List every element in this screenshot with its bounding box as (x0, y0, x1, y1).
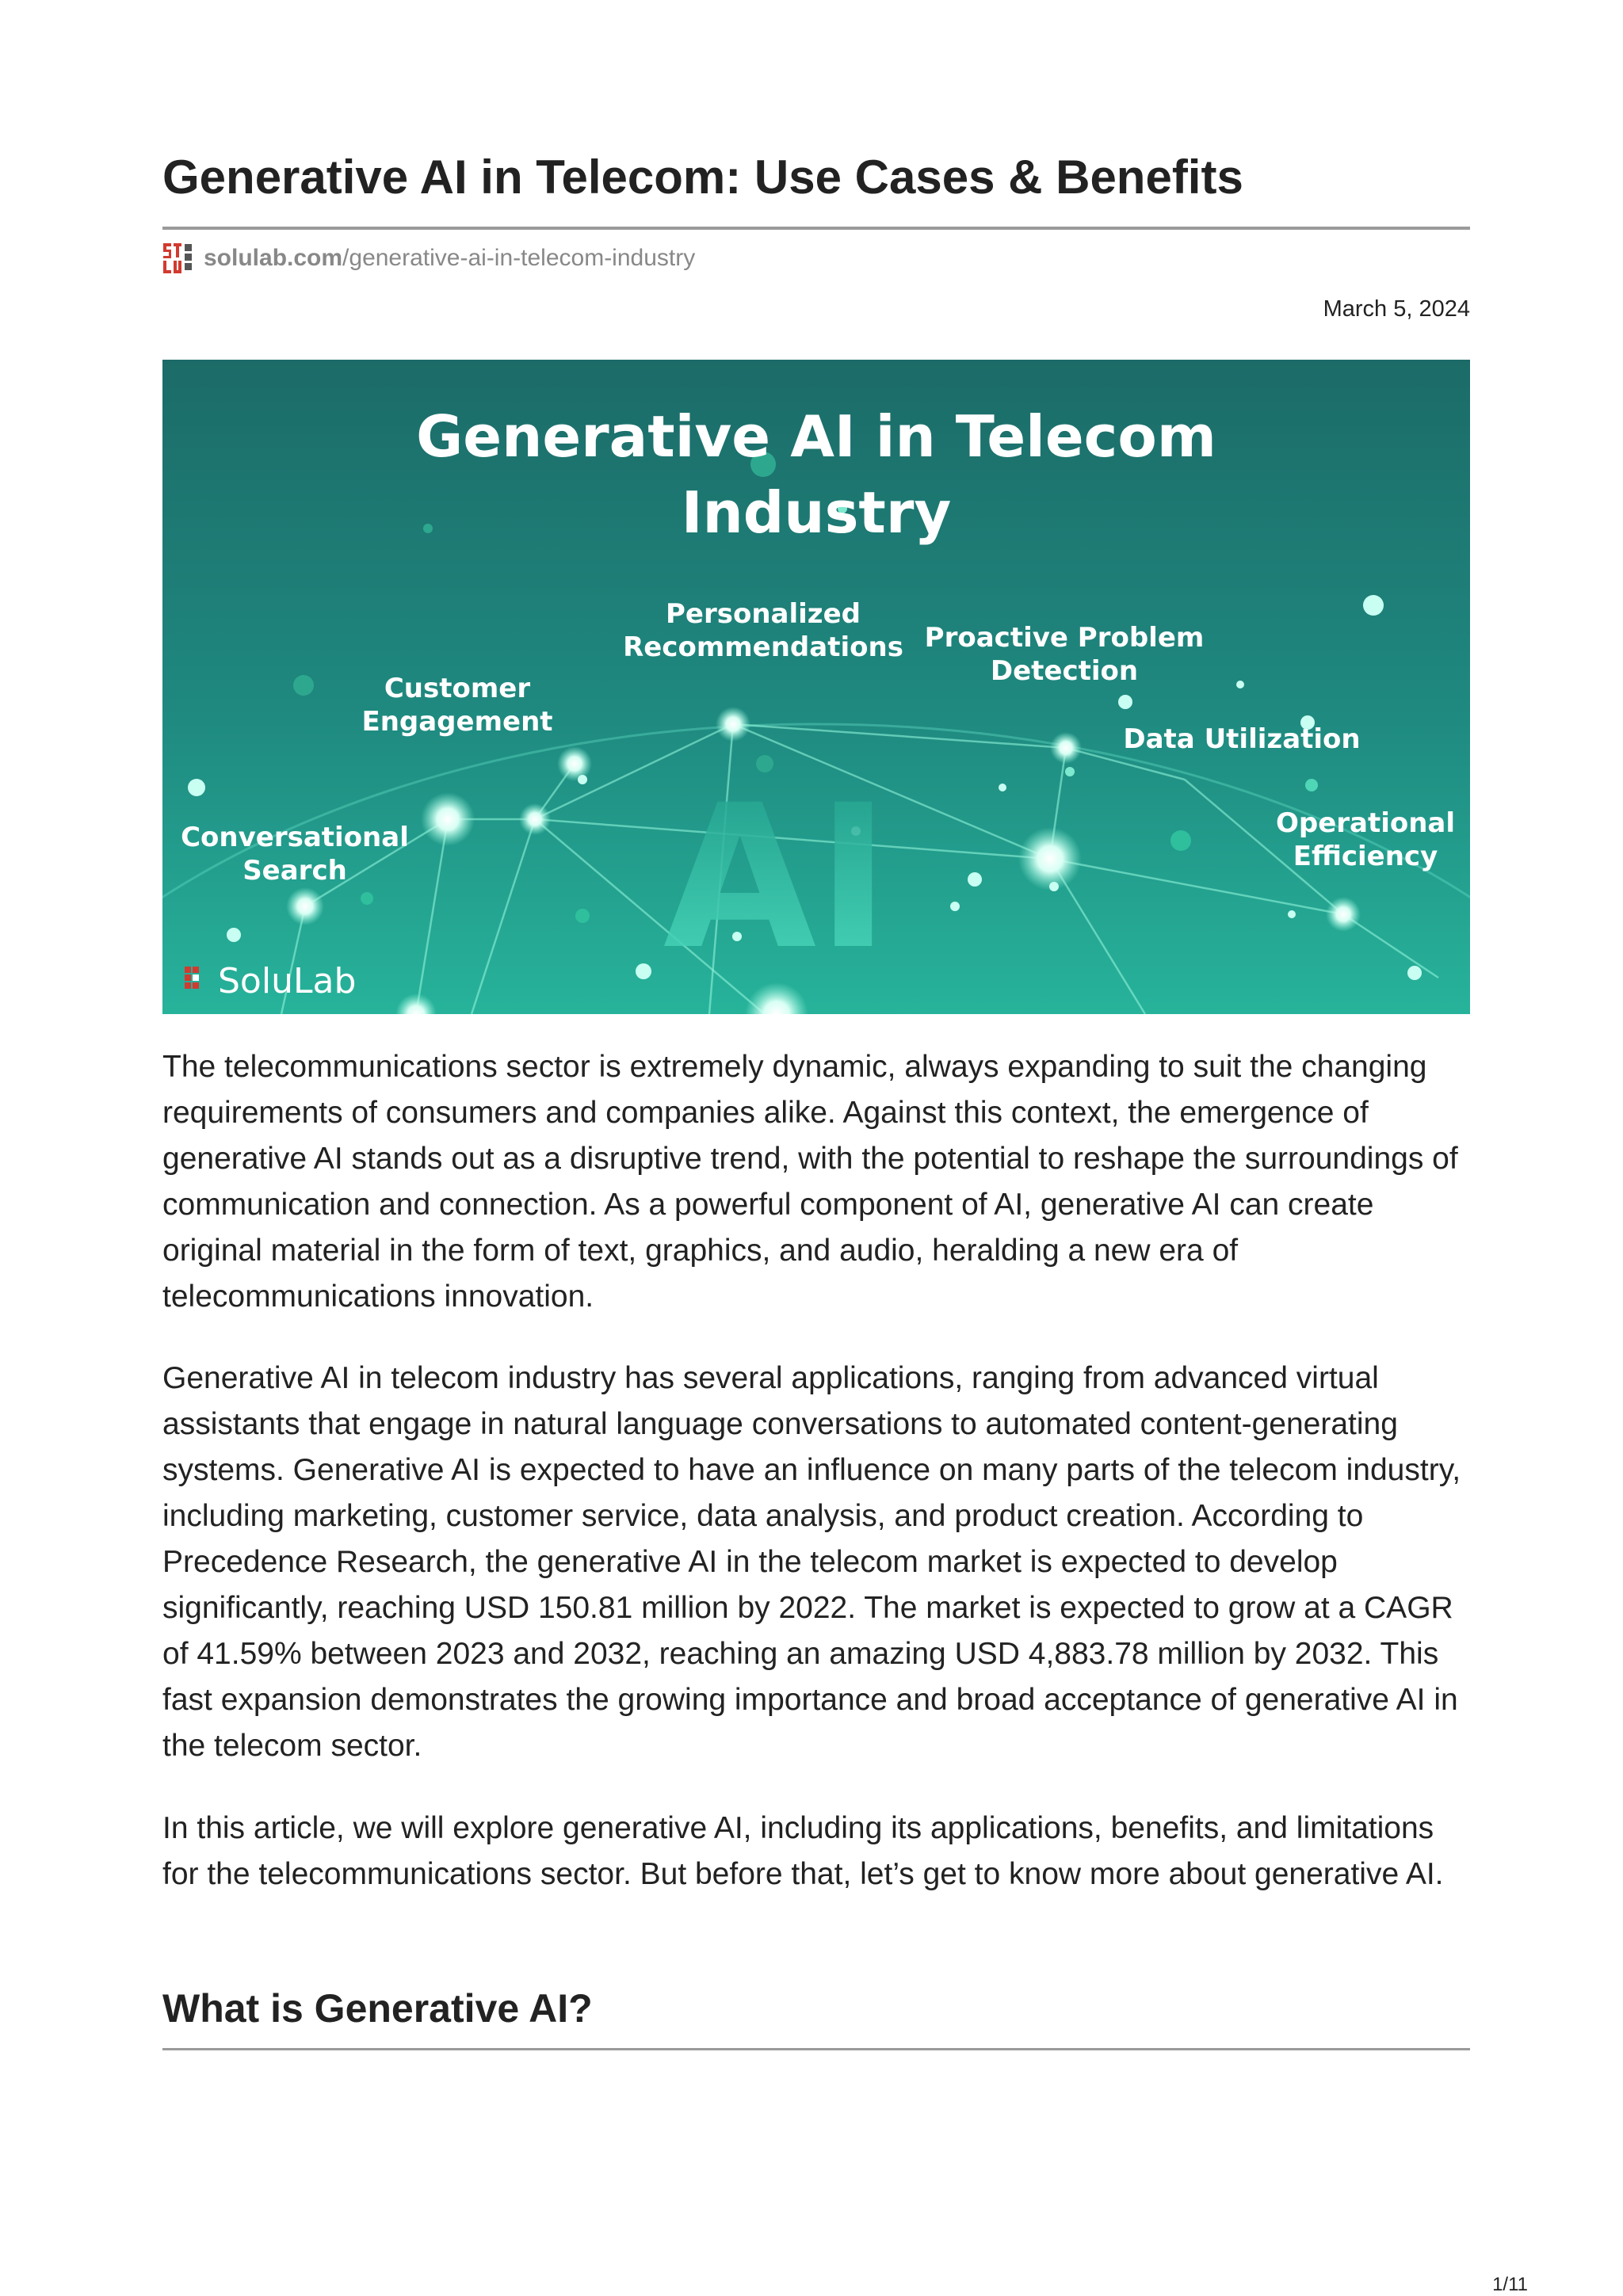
label-personalized-1: Personalized (666, 598, 861, 630)
label-operational-1: Operational (1275, 807, 1456, 839)
source-url[interactable] (204, 245, 695, 272)
label-data-utilization: Data Utilization (1123, 723, 1361, 755)
hero-title-line1: Generative AI in Telecom (416, 403, 1216, 470)
section-heading: What is Generative AI? (162, 1986, 593, 2031)
publish-date: March 5, 2024 (1323, 296, 1470, 322)
source-path: /generative-ai-in-telecom-industry (342, 245, 696, 271)
paragraph-outline: In this article, we will explore generative AI, including its applications, benefits, and limitations for the telecommunications sector. But before that, let’s get to know more about generative AI. (162, 1811, 1444, 1891)
hero-title-line2: Industry (681, 479, 952, 546)
solulab-logo-icon (162, 242, 194, 274)
hero-brand-text: SoluLab (218, 961, 357, 1001)
label-personalized-2: Recommendations (623, 631, 903, 663)
hero-ai-text: AI (663, 762, 891, 993)
section-divider (162, 2048, 1470, 2050)
paragraph-intro: The telecommunications sector is extremely dynamic, always expanding to suit the changing requirements of consumers and companies alike. Against this context, the emergence of generative AI stands out as a disruptive trend, with the potential to reshape the surroundings of communication and connection. As a powerful component of AI, generative AI can create original material in the form of text, graphics, and audio, heralding a new era of telecommunications innovation. (162, 1050, 1458, 1314)
label-operational-2: Efficiency (1293, 841, 1438, 872)
label-proactive-1: Proactive Problem (924, 622, 1205, 654)
label-customer-2: Engagement (361, 706, 553, 738)
article-title: Generative AI in Telecom: Use Cases & Benefits (162, 151, 1243, 204)
page-number: 1/11 (1492, 2274, 1528, 2295)
label-proactive-2: Detection (990, 655, 1139, 687)
label-conversational-1: Conversational (181, 822, 409, 853)
source-link[interactable] (162, 241, 695, 276)
hero-image (162, 360, 1470, 1014)
paragraph-market: Generative AI in telecom industry has several applications, ranging from advanced virtual assistants that engage in natural language conversations to automated content-generating systems. Generative AI is expected to have an influence on many parts of the telecom industry, including marketing, customer service, data analysis, and product creation. According to Precedence Research, the generative AI in the telecom market is expected to develop significantly, reaching USD 150.81 million by 2022. The market is expected to grow at a CAGR of 41.59% between 2023 and 2032, reaching an amazing USD 4,883.78 million by 2032. This fast expansion demonstrates the growing importance and broad acceptance of generative AI in the telecom sector. (162, 1361, 1461, 1763)
label-customer-1: Customer (384, 673, 531, 704)
title-divider (162, 227, 1470, 230)
source-domain: solulab.com (204, 245, 343, 271)
label-conversational-2: Search (242, 855, 347, 887)
